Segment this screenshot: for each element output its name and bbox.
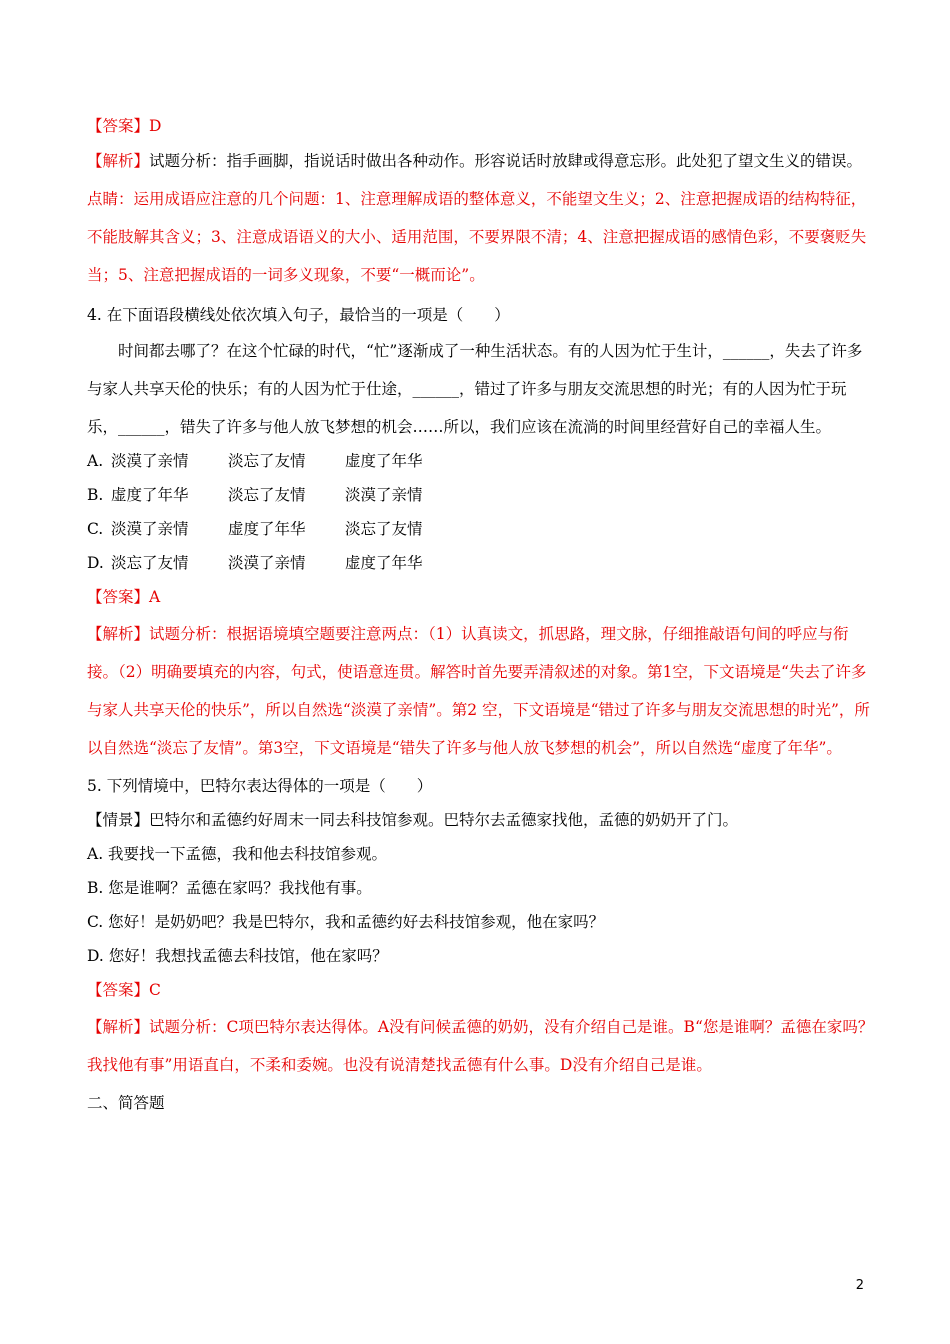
q4-options xyxy=(87,449,877,575)
option-choice-2: 淡漠了亲情 xyxy=(228,554,306,572)
option-label: B. xyxy=(87,486,104,504)
option-choice-1: 淡忘了友情 xyxy=(111,554,189,572)
q4-option-c xyxy=(87,517,877,541)
option-choice-2: 淡忘了友情 xyxy=(228,452,306,470)
q3-analysis-tag: 【解析】 xyxy=(87,152,150,170)
q4-analysis: 【解析】试题分析：根据语境填空题要注意两点：（1）认真读文，抓思路，理文脉，仔细推敲语句间的呼应与衔接。（2）明确要填充的内容，句式，使语意连贯。解答时首先要弄清叙述的对象。第1空，下文语境是“失去了许多与家人共享天伦的快乐”，所以自然选“淡漠了亲情”。第2 空，下文语境是“错过了许多与朋友交流思想的时光”，所以自然选“淡忘了友情”。第3空，下文语境是“错失了许多与他人放飞梦想的机会”，所以自然选“虚度了年华”。 xyxy=(87,625,870,757)
option-choice-3: 虚度了年华 xyxy=(345,554,423,572)
q4-passage: 时间都去哪了？在这个忙碌的时代，“忙”逐渐成了一种生活状态。有的人因为忙于生计，______，失去了许多与家人共享天伦的快乐；有的人因为忙于仕途，______，错过了许多与朋友交流思想的时光；有的人因为忙于玩乐，______，错失了许多与他人放飞梦想的机会……所以，我们应该在流淌的时间里经营好自己的幸福人生。 xyxy=(87,342,863,436)
q4-option-d xyxy=(87,551,877,575)
q3-tip: 点睛：运用成语应注意的几个问题：1、注意理解成语的整体意义，不能望文生义；2、注意把握成语的结构特征，不能肢解其含义；3、注意成语语义的大小、适用范围，不要界限不清；4、注意把握成语的感情色彩，不要褒贬失当；5、注意把握成语的一词多义现象，不要“一概而论”。 xyxy=(87,190,867,284)
q5-option-d: D. 您好！我想找孟德去科技馆，他在家吗？ xyxy=(87,947,388,965)
q5-analysis: 【解析】试题分析：C项巴特尔表达得体。A没有问候孟德的奶奶，没有介绍自己是谁。B“您是谁啊？孟德在家吗？我找他有事”用语直白，不柔和委婉。也没有说清楚找孟德有什么事。D没有介绍自己是谁。 xyxy=(87,1018,874,1074)
option-choice-3: 虚度了年华 xyxy=(345,452,423,470)
option-choice-1: 虚度了年华 xyxy=(111,486,189,504)
option-choice-3: 淡忘了友情 xyxy=(345,520,423,538)
q4-option-a xyxy=(87,449,877,473)
q5-stem: 5. 下列情境中，巴特尔表达得体的一项是（ ） xyxy=(87,777,433,795)
page-content xyxy=(87,112,877,1125)
q5-option-b: B. 您是谁啊？孟德在家吗？我找他有事。 xyxy=(87,879,372,897)
option-label: C. xyxy=(87,520,104,538)
q3-analysis-text: 试题分析：指手画脚，指说话时做出各种动作。形容说话时放肆或得意忘形。此处犯了望文生义的错误。 xyxy=(149,152,863,170)
page-number: 2 xyxy=(855,1278,864,1293)
option-choice-1: 淡漠了亲情 xyxy=(111,452,189,470)
option-choice-2: 虚度了年华 xyxy=(228,520,306,538)
q3-answer: 【答案】D xyxy=(87,117,162,135)
option-label: A. xyxy=(87,452,104,470)
option-choice-3: 淡漠了亲情 xyxy=(345,486,423,504)
q5-scene: 【情景】巴特尔和孟德约好周末一同去科技馆参观。巴特尔去孟德家找他，孟德的奶奶开了门。 xyxy=(87,811,739,829)
option-choice-2: 淡忘了友情 xyxy=(228,486,306,504)
section-heading: 二、简答题 xyxy=(87,1094,165,1112)
q4-answer: 【答案】A xyxy=(87,588,161,606)
q4-stem: 4. 在下面语段横线处依次填入句子，最恰当的一项是（ ） xyxy=(87,306,510,324)
q5-option-a: A. 我要找一下孟德，我和他去科技馆参观。 xyxy=(87,845,388,863)
option-label: D. xyxy=(87,554,104,572)
option-choice-1: 淡漠了亲情 xyxy=(111,520,189,538)
q4-option-b xyxy=(87,483,877,507)
q3-analysis xyxy=(87,147,877,175)
q5-answer: 【答案】C xyxy=(87,981,161,999)
q5-option-c: C. 您好！是奶奶吧？我是巴特尔，我和孟德约好去科技馆参观，他在家吗？ xyxy=(87,913,605,931)
